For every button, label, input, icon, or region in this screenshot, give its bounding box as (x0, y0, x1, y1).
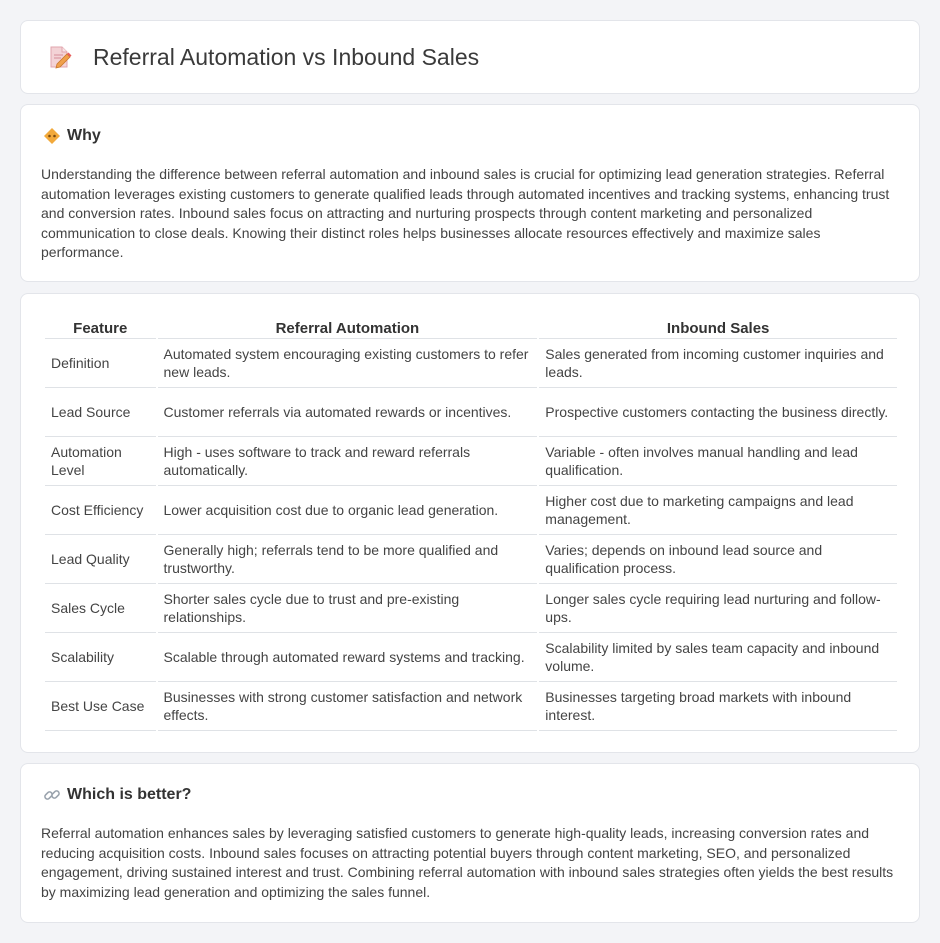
feature-cell: Cost Efficiency (45, 486, 156, 535)
better-heading-row (43, 786, 191, 804)
why-text: Understanding the difference between referral automation and inbound sales is crucial for optimizing lead generation strategies. Referral automation leverages existing customers to generate qualified leads through automated incentives and tracking systems, enhancing trust and conversion rates. Inbound sales focus on attracting and nurturing prospects through content marketing and personalized communication to close deals. Knowing their distinct roles helps businesses allocate resources effectively and maximize sales performance. (41, 166, 890, 260)
comparison-section (20, 293, 920, 753)
referral-cell: Lower acquisition cost due to organic lead generation. (158, 486, 538, 535)
referral-cell: High - uses software to track and reward referrals automatically. (158, 437, 538, 486)
column-header-feature: Feature (45, 316, 156, 339)
column-header-inbound: Inbound Sales (539, 316, 897, 339)
inbound-cell: Varies; depends on inbound lead source and qualification process. (539, 535, 897, 584)
which-is-better-section (20, 763, 920, 923)
feature-cell: Scalability (45, 633, 156, 682)
table-row (45, 437, 897, 486)
referral-cell: Generally high; referrals tend to be more qualified and trustworthy. (158, 535, 538, 584)
feature-cell: Definition (45, 339, 156, 388)
better-heading: Which is better? (67, 786, 192, 803)
table-row (45, 535, 897, 584)
referral-cell: Scalable through automated reward systems and tracking. (158, 633, 538, 682)
comparison-table (43, 316, 899, 731)
better-text: Referral automation enhances sales by leveraging satisfied customers to generate high-quality leads, increasing conversion rates and reducing acquisition costs. Inbound sales focuses on attracting potential buyers through content marketing, SEO, and personalized engagement, driving sustained interest and trust. Combining referral automation with inbound sales strategies often yields the best results by maximizing lead generation and optimizing the sales funnel. (41, 825, 894, 900)
table-row (45, 584, 897, 633)
why-heading: Why (67, 127, 101, 144)
feature-cell: Sales Cycle (45, 584, 156, 633)
feature-cell: Best Use Case (45, 682, 156, 731)
table-row (45, 633, 897, 682)
feature-cell: Lead Source (45, 388, 156, 437)
inbound-cell: Longer sales cycle requiring lead nurturing and follow-ups. (539, 584, 897, 633)
feature-cell: Lead Quality (45, 535, 156, 584)
column-header-referral: Referral Automation (158, 316, 538, 339)
diamond-warning-icon (43, 127, 61, 145)
page-title: Referral Automation vs Inbound Sales (93, 43, 480, 70)
table-row (45, 486, 897, 535)
referral-cell: Shorter sales cycle due to trust and pre-existing relationships. (158, 584, 538, 633)
table-header-row (45, 316, 897, 339)
inbound-cell: Variable - often involves manual handling and lead qualification. (539, 437, 897, 486)
why-heading-row (43, 127, 101, 145)
inbound-cell: Sales generated from incoming customer inquiries and leads. (539, 339, 897, 388)
feature-cell: Automation Level (45, 437, 156, 486)
inbound-cell: Businesses targeting broad markets with inbound interest. (539, 682, 897, 731)
inbound-cell: Prospective customers contacting the business directly. (539, 388, 897, 437)
referral-cell: Customer referrals via automated rewards or incentives. (158, 388, 538, 437)
table-row (45, 339, 897, 388)
referral-cell: Businesses with strong customer satisfaction and network effects. (158, 682, 538, 731)
document-pencil-icon (47, 44, 73, 70)
table-row (45, 388, 897, 437)
title-card (20, 20, 920, 94)
title-row (21, 21, 919, 93)
link-icon (43, 786, 61, 804)
inbound-cell: Scalability limited by sales team capacity and inbound volume. (539, 633, 897, 682)
inbound-cell: Higher cost due to marketing campaigns and lead management. (539, 486, 897, 535)
why-section (20, 104, 920, 282)
table-row (45, 682, 897, 731)
referral-cell: Automated system encouraging existing customers to refer new leads. (158, 339, 538, 388)
